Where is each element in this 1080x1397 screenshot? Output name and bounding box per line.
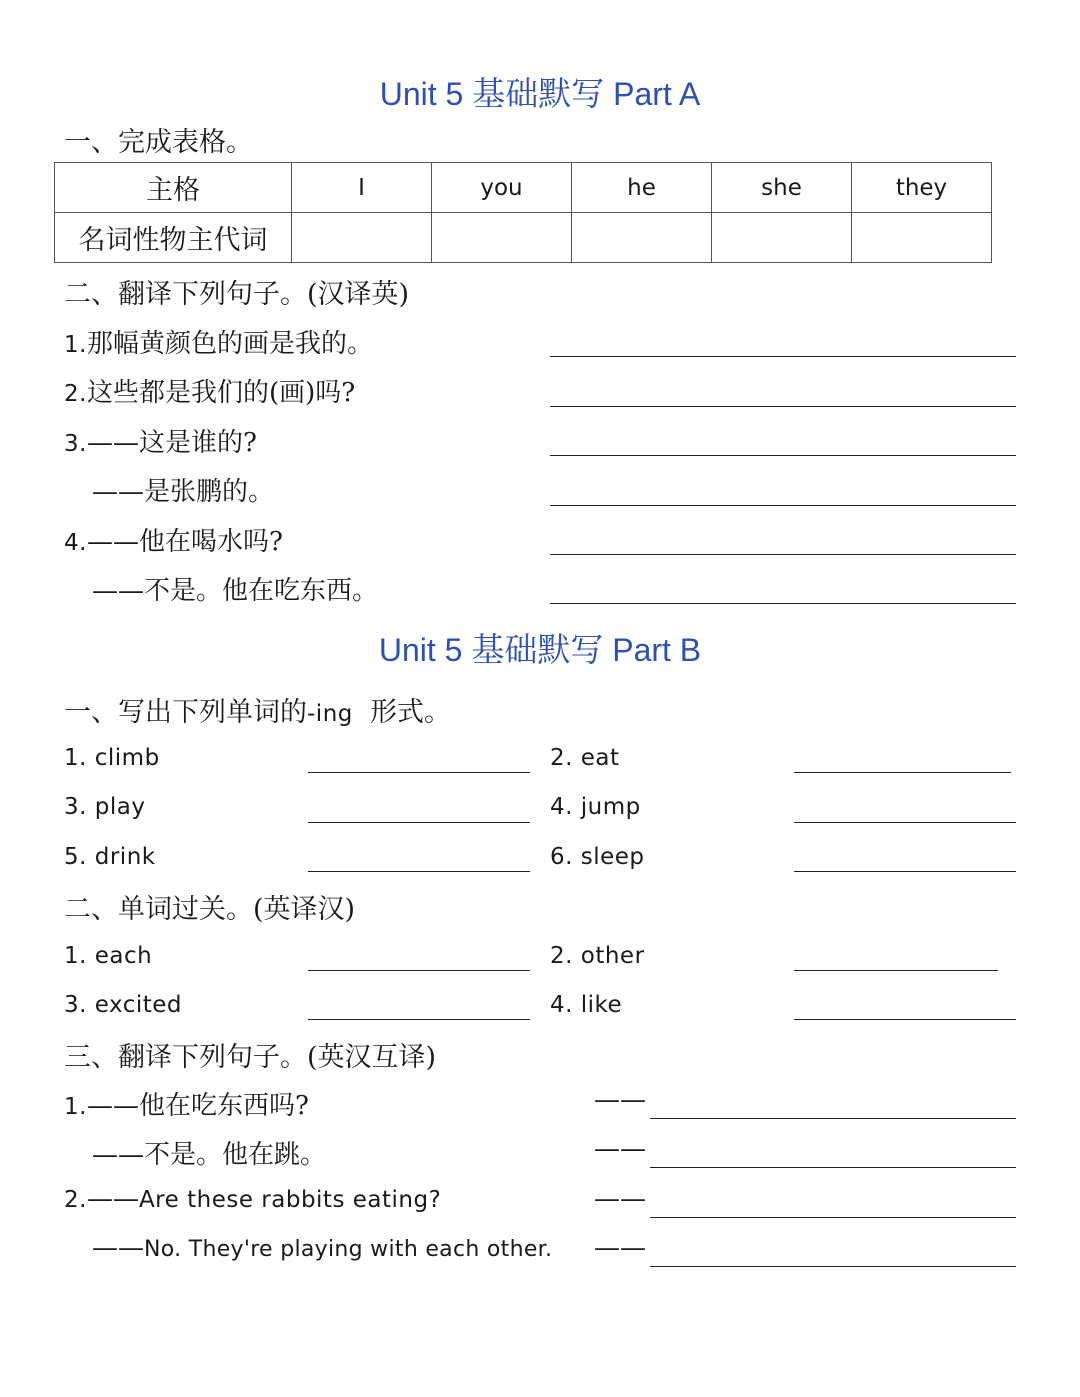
answer-line[interactable] [308,871,530,872]
answer-line[interactable] [650,1118,1016,1119]
sentence-text: 他在吃东西吗? [138,1091,309,1121]
part-b-section-1-heading [64,690,451,729]
sentence-text: ——他在喝水吗? [86,527,283,557]
sentence-item [64,1085,309,1122]
answer-line[interactable] [308,772,530,773]
sentence-text: No. They're playing with each other. [144,1237,553,1262]
sentence-item [64,372,355,409]
vocab-word: 2. other [550,943,645,969]
answer-line[interactable] [650,1167,1016,1168]
answer-line[interactable] [550,603,1016,604]
sentence-number: 2. [64,1187,87,1213]
answer-cell[interactable] [572,213,712,263]
sentence-text: Are these rabbits eating? [138,1187,442,1213]
answer-cell[interactable] [432,213,572,263]
part-b-title [0,624,1080,671]
answer-line[interactable] [794,970,998,971]
ing-word: 4. jump [550,794,641,820]
sentence-number: 2. [64,381,87,407]
part-b-section-2-heading: 二、单词过关。(英译汉) [64,894,356,925]
answer-dash: —— [594,1184,646,1214]
sentence-item [64,422,257,459]
table-row [55,163,992,213]
vocab-word: 4. like [550,992,623,1018]
sentence-item [92,1233,552,1263]
sentence-text: ——是张鹏的。 [92,477,275,507]
sentence-item [92,570,378,607]
part-a-section-2-heading: 二、翻译下列句子。(汉译英) [64,279,410,310]
sentence-number: 1. [64,332,87,358]
part-a-title [0,68,1080,115]
answer-line[interactable] [308,1019,530,1020]
answer-cell[interactable] [712,213,852,263]
answer-line[interactable] [550,455,1016,456]
sentence-number: 3. [64,431,87,457]
part-b-title-suffix: Part B [612,632,702,668]
sentence-text: ——不是。他在跳。 [92,1140,327,1170]
heading-ing: -ing [307,701,353,727]
answer-line[interactable] [550,554,1016,555]
table-cell: you [432,163,572,213]
answer-cell[interactable] [292,213,432,263]
table-cell: she [712,163,852,213]
answer-line[interactable] [550,505,1016,506]
table-cell: they [852,163,992,213]
ing-word: 2. eat [550,745,620,771]
part-a-title-suffix: Part A [613,76,701,112]
heading-end: 形式。 [370,697,452,728]
answer-line[interactable] [308,970,530,971]
answer-line[interactable] [308,822,530,823]
part-a-title-prefix: Unit 5 [379,76,464,112]
answer-dash: —— [594,1233,646,1263]
answer-line[interactable] [550,406,1016,407]
answer-line[interactable] [794,822,1016,823]
sentence-dash: —— [86,1184,139,1214]
pronoun-table [54,162,992,263]
answer-cell[interactable] [852,213,992,263]
sentence-text: 那幅黄颜色的画是我的。 [86,329,373,359]
ing-word: 1. climb [64,745,160,771]
sentence-dash: —— [92,1233,144,1263]
sentence-item [64,1184,441,1214]
sentence-text: 这些都是我们的(画)吗? [86,378,356,408]
heading-cn: 一、写出下列单词的 [64,697,307,728]
sentence-text: ——这是谁的? [86,428,257,458]
table-cell: I [292,163,432,213]
answer-dash: —— [594,1085,646,1115]
sentence-text: ——不是。他在吃东西。 [92,576,379,606]
part-b-title-prefix: Unit 5 [378,632,463,668]
part-a-section-1-heading: 一、完成表格。 [64,127,253,158]
part-b-section-3-heading: 三、翻译下列句子。(英汉互译) [64,1042,437,1073]
sentence-number: 1. [64,1094,87,1120]
table-row [55,213,992,263]
sentence-number: 4. [64,530,87,556]
answer-line[interactable] [794,1019,1016,1020]
vocab-word: 1. each [64,943,153,969]
answer-line[interactable] [794,871,1016,872]
part-a-title-cn: 基础默写 [472,74,605,113]
sentence-item [92,471,274,508]
sentence-dash: —— [86,1091,139,1121]
answer-line[interactable] [650,1266,1016,1267]
answer-dash: —— [594,1134,646,1164]
vocab-word: 3. excited [64,992,183,1018]
part-b-title-cn: 基础默写 [471,630,604,669]
answer-line[interactable] [650,1217,1016,1218]
answer-line[interactable] [550,356,1016,357]
answer-line[interactable] [794,772,1011,773]
table-cell: 主格 [55,163,292,213]
table-cell: 名词性物主代词 [55,213,292,263]
sentence-item [92,1134,326,1171]
ing-word: 6. sleep [550,844,645,870]
table-cell: he [572,163,712,213]
ing-word: 5. drink [64,844,156,870]
sentence-item [64,521,283,558]
sentence-item [64,323,373,360]
ing-word: 3. play [64,794,146,820]
